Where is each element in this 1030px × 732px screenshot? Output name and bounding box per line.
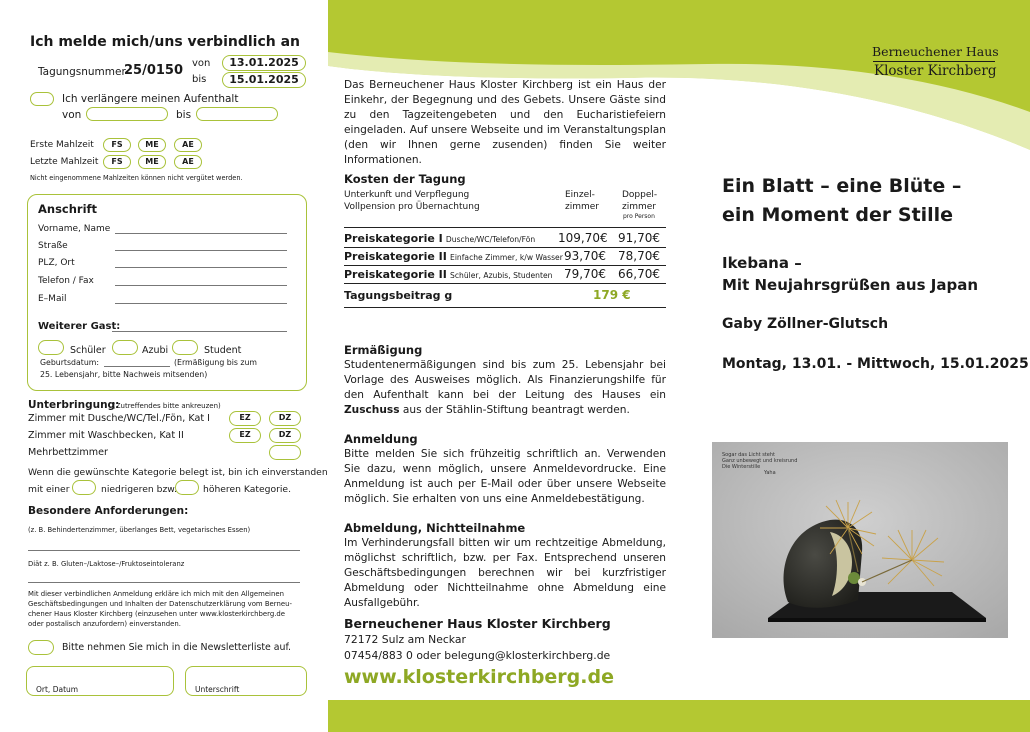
col-single-2: zimmer: [565, 202, 599, 212]
price-row-2-desc: Einfache Zimmer, k/w Wasser: [450, 253, 563, 262]
category-text-1: Wenn die gewünschte Kategorie belegt ist, bin ich einverstanden: [28, 467, 328, 478]
costs-sub-2: Vollpension pro Übernachtung: [344, 202, 480, 212]
title-panel: [676, 0, 1030, 732]
price-row-1-desc: Dusche/WC/Telefon/Fön: [445, 235, 536, 244]
table-rule-1: [344, 247, 666, 248]
special-line[interactable]: [28, 550, 300, 551]
birth-note-2: 25. Lebensjahr, bitte Nachweis mitsenden): [40, 370, 208, 379]
address-field-name: Vorname, Name: [38, 224, 111, 234]
contact-title: Berneuchener Haus Kloster Kirchberg: [344, 616, 611, 631]
price-row-2-cat: Preiskategorie II: [344, 250, 447, 263]
place-date-label: Ort, Datum: [36, 685, 79, 694]
photo-caption-4: Yaha: [764, 470, 776, 476]
price-row-2-double: 78,70€: [618, 249, 660, 263]
costs-sub-1: Unterkunft und Verpflegung: [344, 190, 470, 200]
consent-line-3: chener Haus Kloster Kirchberg (einzusehen unter www.klosterkirchberg.de: [28, 610, 286, 618]
address-email-line[interactable]: [115, 303, 287, 304]
extend-from-field[interactable]: [86, 107, 168, 121]
price-row-1-cat: Preiskategorie I: [344, 232, 443, 245]
extend-label: Ich verlängere meinen Aufenthalt: [62, 93, 239, 105]
extend-von-label: von: [62, 109, 82, 121]
address-city-line[interactable]: [115, 267, 287, 268]
price-row-1: [344, 232, 535, 245]
col-double-1: Doppel-: [622, 190, 658, 200]
special-note: (z. B. Behindertenzimmer, überlanges Bett, vegetarisches Essen): [28, 526, 251, 534]
speaker-name: Gaby Zöllner-Glutsch: [722, 316, 889, 332]
event-title-1: Ein Blatt – eine Blüte –: [722, 175, 962, 197]
higher-category-checkbox[interactable]: [175, 480, 199, 495]
discount-text-a: Studentenermäßigungen sind bis zum 25. Lebensjahr bei Vorlage des Ausweises möglich. Als Finanzierungshilfe für den Aufenthalt kann bei der Leitung des Hauses ein: [344, 359, 666, 401]
price-row-3-single: 79,70€: [564, 267, 606, 281]
photo-caption-1: Sogar das Licht steht: [722, 452, 775, 458]
signature-label: Unterschrift: [195, 685, 240, 694]
price-row-3-cat: Preiskategorie II: [344, 268, 447, 281]
birth-note-1: (Ermäßigung bis zum: [174, 358, 258, 367]
bis-label: bis: [192, 74, 207, 85]
fee-value: 179 €: [593, 288, 631, 302]
room-2-label: Zimmer mit Waschbecken, Kat II: [28, 430, 184, 441]
last-meal-me[interactable]: ME: [138, 155, 166, 169]
cancel-text: Im Verhinderungsfall bitten wir um rechtzeitige Abmeldung, möglichst schriftlich, bzw. per Fax. Entsprechend unseren Geschäftsbedingungen berechnen wir bei kurzfristiger Abmeldung oder Nichtteilnahme ohne Abmeldung eine Ausfallgebühr.: [344, 537, 666, 609]
guest-schueler-label: Schüler: [70, 345, 106, 356]
price-row-2: [344, 250, 563, 263]
discount-text-b: aus der Stählin-Stiftung beantragt werden.: [402, 404, 630, 416]
accom-note: (Zutreffendes bitte ankreuzen): [113, 402, 221, 410]
registration-form-panel: [0, 0, 328, 732]
diet-note: Diät z. B. Gluten–/Laktose–/Fruktoseintoleranz: [28, 560, 185, 568]
contact-city: 72172 Sulz am Neckar: [344, 633, 466, 646]
category-text-2a: mit einer: [28, 484, 70, 495]
first-meal-fs[interactable]: FS: [103, 138, 131, 152]
address-title: Anschrift: [38, 202, 98, 216]
photo-caption: [722, 452, 797, 476]
discount-bold: Zuschuss: [344, 404, 400, 416]
costs-title: Kosten der Tagung: [344, 172, 466, 186]
tagungsnummer-label: Tagungsnummer: [38, 66, 126, 78]
table-rule-3: [344, 283, 666, 284]
event-dates: Montag, 13.01. - Mittwoch, 15.01.2025: [722, 356, 1029, 372]
cancel-title: Abmeldung, Nichtteilnahme: [344, 521, 526, 535]
first-meal-label: Erste Mahlzeit: [30, 140, 94, 150]
room-1-dz[interactable]: DZ: [269, 411, 301, 426]
accom-title: Unterbringung:: [28, 399, 120, 411]
logo-line-1: Berneuchener Haus: [872, 44, 999, 59]
table-rule-top: [344, 227, 666, 228]
event-subtitle-1: Ikebana –: [722, 254, 802, 272]
guest-student-checkbox[interactable]: [172, 340, 198, 355]
room-2-dz[interactable]: DZ: [269, 428, 301, 443]
event-title-2: ein Moment der Stille: [722, 204, 954, 226]
category-text-2c: höheren Kategorie.: [203, 484, 291, 495]
contact-phone[interactable]: 07454/883 0 oder belegung@klosterkirchberg.de: [344, 649, 611, 662]
price-row-1-single: 109,70€: [558, 231, 608, 245]
special-title: Besondere Anforderungen:: [28, 505, 189, 517]
room-1-label: Zimmer mit Dusche/WC/Tel./Fön, Kat I: [28, 413, 210, 424]
ikebana-photo: [712, 442, 1008, 638]
col-double-3: pro Person: [623, 213, 655, 220]
tagungsnummer-value: 25/0150: [124, 63, 184, 78]
guest-label: Weiterer Gast:: [38, 321, 121, 332]
room-3-checkbox[interactable]: [269, 445, 301, 460]
last-meal-label: Letzte Mahlzeit: [30, 157, 99, 167]
address-field-city: PLZ, Ort: [38, 258, 75, 268]
price-row-2-single: 93,70€: [564, 249, 606, 263]
discount-text: [344, 358, 666, 418]
fee-label: Tagungsbeitrag g: [344, 289, 453, 302]
address-field-street: Straße: [38, 241, 68, 251]
table-rule-bottom: [344, 307, 666, 308]
last-meal-ae[interactable]: AE: [174, 155, 202, 169]
discount-title: Ermäßigung: [344, 343, 423, 357]
extend-to-field[interactable]: [196, 107, 278, 121]
last-meal-fs[interactable]: FS: [103, 155, 131, 169]
consent-line-2: Geschäftsbedingungen und Inhalten der Datenschutzerklärung vom Berneu-: [28, 600, 292, 608]
consent-line-4: oder postalisch anzufordern) einverstanden.: [28, 620, 181, 628]
first-meal-me[interactable]: ME: [138, 138, 166, 152]
extend-checkbox[interactable]: [30, 92, 54, 106]
table-rule-2: [344, 265, 666, 266]
address-street-line[interactable]: [115, 250, 287, 251]
logo-line-2: Kloster Kirchberg: [874, 63, 997, 79]
birth-line[interactable]: [104, 366, 170, 367]
first-meal-ae[interactable]: AE: [174, 138, 202, 152]
date-from-field[interactable]: 13.01.2025: [222, 55, 306, 71]
address-field-email: E–Mail: [38, 294, 67, 304]
room-2-ez[interactable]: EZ: [229, 428, 261, 443]
register-title: Anmeldung: [344, 432, 418, 446]
col-double-2: zimmer: [622, 202, 656, 212]
price-row-3-desc: Schüler, Azubis, Studenten: [450, 271, 553, 280]
consent-line-1: Mit dieser verbindlichen Anmeldung erkläre ich mich mit den Allgemeinen: [28, 590, 284, 598]
form-title: Ich melde mich/uns verbindlich an: [30, 34, 301, 50]
info-panel: [328, 0, 676, 732]
guest-schueler-checkbox[interactable]: [38, 340, 64, 355]
meal-note: Nicht eingenommene Mahlzeiten können nicht vergütet werden.: [30, 174, 243, 182]
guest-azubi-checkbox[interactable]: [112, 340, 138, 355]
intro-text: Das Berneuchener Haus Kloster Kirchberg ist ein Haus der Einkehr, der Begegnung und des Gebets. Unsere Gäste sind zu den Tagzeitengebeten und den Eucharistiefeiern eingeladen. Auf unsere Webseite und im Veranstaltungsplan (den wir Ihnen gerne zusenden) finden Sie weiter Informationen.: [344, 79, 666, 166]
price-row-3: [344, 268, 552, 281]
category-text-2b: niedrigeren bzw.: [101, 484, 177, 495]
event-subtitle-2: Mit Neujahrsgrüßen aus Japan: [722, 276, 979, 294]
price-row-1-double: 91,70€: [618, 231, 660, 245]
room-3-label: Mehrbettzimmer: [28, 447, 108, 458]
address-field-phone: Telefon / Fax: [38, 276, 94, 286]
logo-rule: [873, 61, 995, 62]
photo-caption-3: Die Winterstille: [722, 464, 761, 470]
register-text: Bitte melden Sie sich frühzeitig schriftlich an. Verwenden Sie dazu, wenn möglich, unsere Anmeldevordrucke. Eine Anmeldung ist auch per E-Mail oder über unsere Webseite möglich. Sie erhalten von uns eine Anmeldebestätigung.: [344, 448, 666, 505]
date-to-field[interactable]: 15.01.2025: [222, 72, 306, 88]
newsletter-checkbox[interactable]: [28, 640, 54, 655]
birth-label: Geburtsdatum:: [40, 358, 100, 367]
photo-caption-2: Ganz unbewegt und kreisrund: [722, 458, 798, 464]
newsletter-label: Bitte nehmen Sie mich in die Newsletterliste auf.: [62, 642, 292, 653]
website-link[interactable]: www.klosterkirchberg.de: [344, 666, 614, 688]
address-name-line[interactable]: [115, 233, 287, 234]
lower-category-checkbox[interactable]: [72, 480, 96, 495]
diet-line[interactable]: [28, 582, 300, 583]
von-label: von: [192, 58, 211, 69]
col-single-1: Einzel-: [565, 190, 595, 200]
address-phone-line[interactable]: [115, 285, 287, 286]
footer-bar: [328, 700, 1030, 732]
price-row-3-double: 66,70€: [618, 267, 660, 281]
room-1-ez[interactable]: EZ: [229, 411, 261, 426]
guest-azubi-label: Azubi: [142, 345, 169, 356]
guest-line[interactable]: [112, 331, 287, 332]
guest-student-label: Student: [204, 345, 242, 356]
extend-bis-label: bis: [176, 109, 192, 121]
